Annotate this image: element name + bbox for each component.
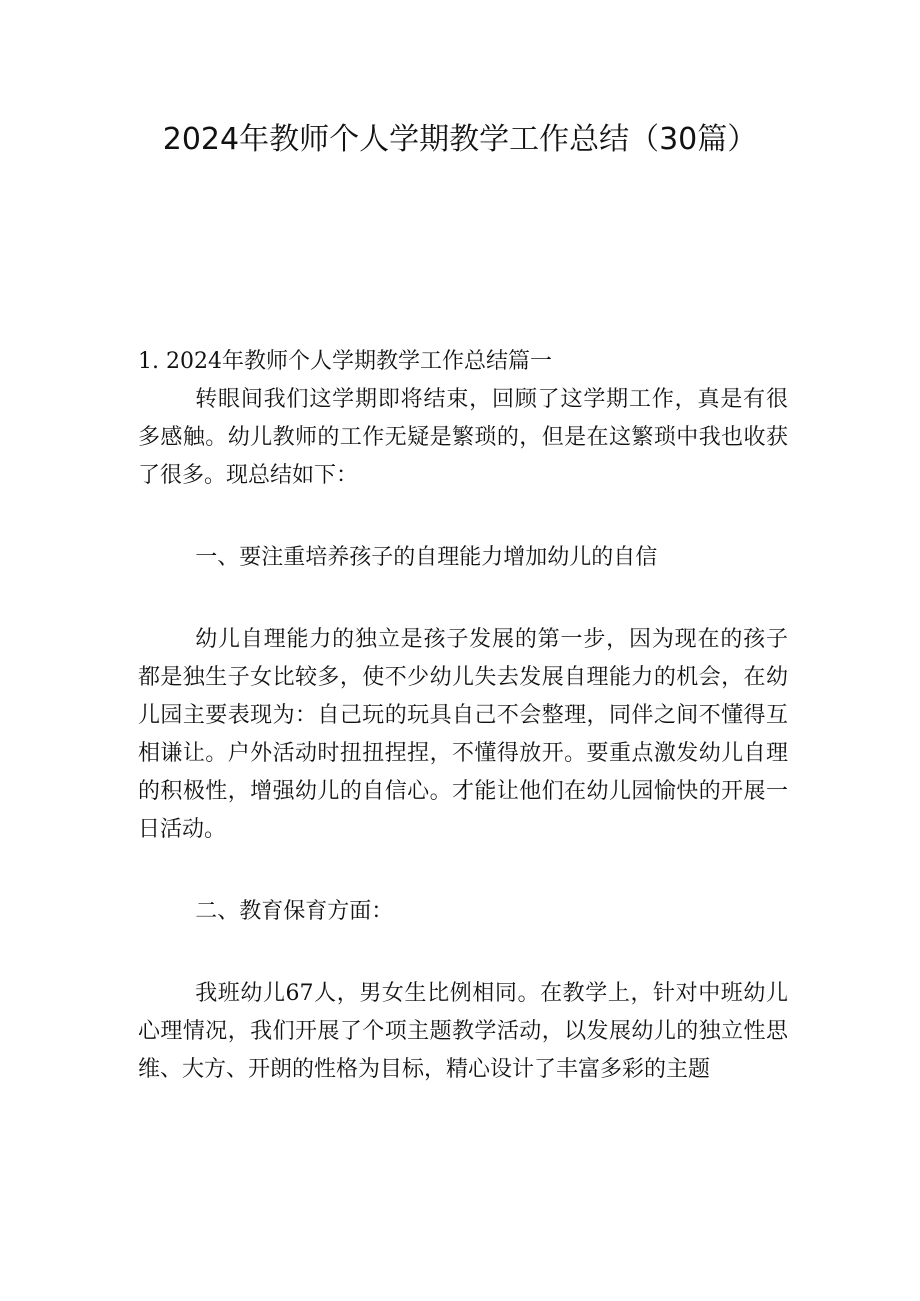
subheading-two: 二、教育保育方面： [195,899,394,924]
paragraph-class-info: 我班幼儿67人，男女生比例相同。在教学上，针对中班幼儿心理情况，我们开展了个项主题教学活动，以发展幼儿的独立性思维、大方、开朗的性格为目标，精心设计了丰富多彩的主题 [138,981,788,1082]
paragraph-self-care: 幼儿自理能力的独立是孩子发展的第一步，因为现在的孩子都是独生子女比较多，使不少幼儿失去发展自理能力的机会，在幼儿园主要表现为：自己玩的玩具自己不会整理，同伴之间不懂得互相谦让。户外活动时扭扭捏捏，不懂得放开。要重点激发幼儿自理的积极性，增强幼儿的自信心。才能让他们在幼儿园愉快的开展一日活动。 [138,627,788,842]
document-body [138,343,788,1089]
subheading-one: 一、要注重培养孩子的自理能力增加幼儿的自信 [195,545,658,570]
section-heading: 1. 2024年教师个人学期教学工作总结篇一 [138,349,552,374]
document-title: 2024年教师个人学期教学工作总结（30篇） [162,122,758,157]
paragraph-intro: 转眼间我们这学期即将结束，回顾了这学期工作，真是有很多感触。幼儿教师的工作无疑是繁琐的，但是在这繁琐中我也收获了很多。现总结如下： [138,387,788,488]
